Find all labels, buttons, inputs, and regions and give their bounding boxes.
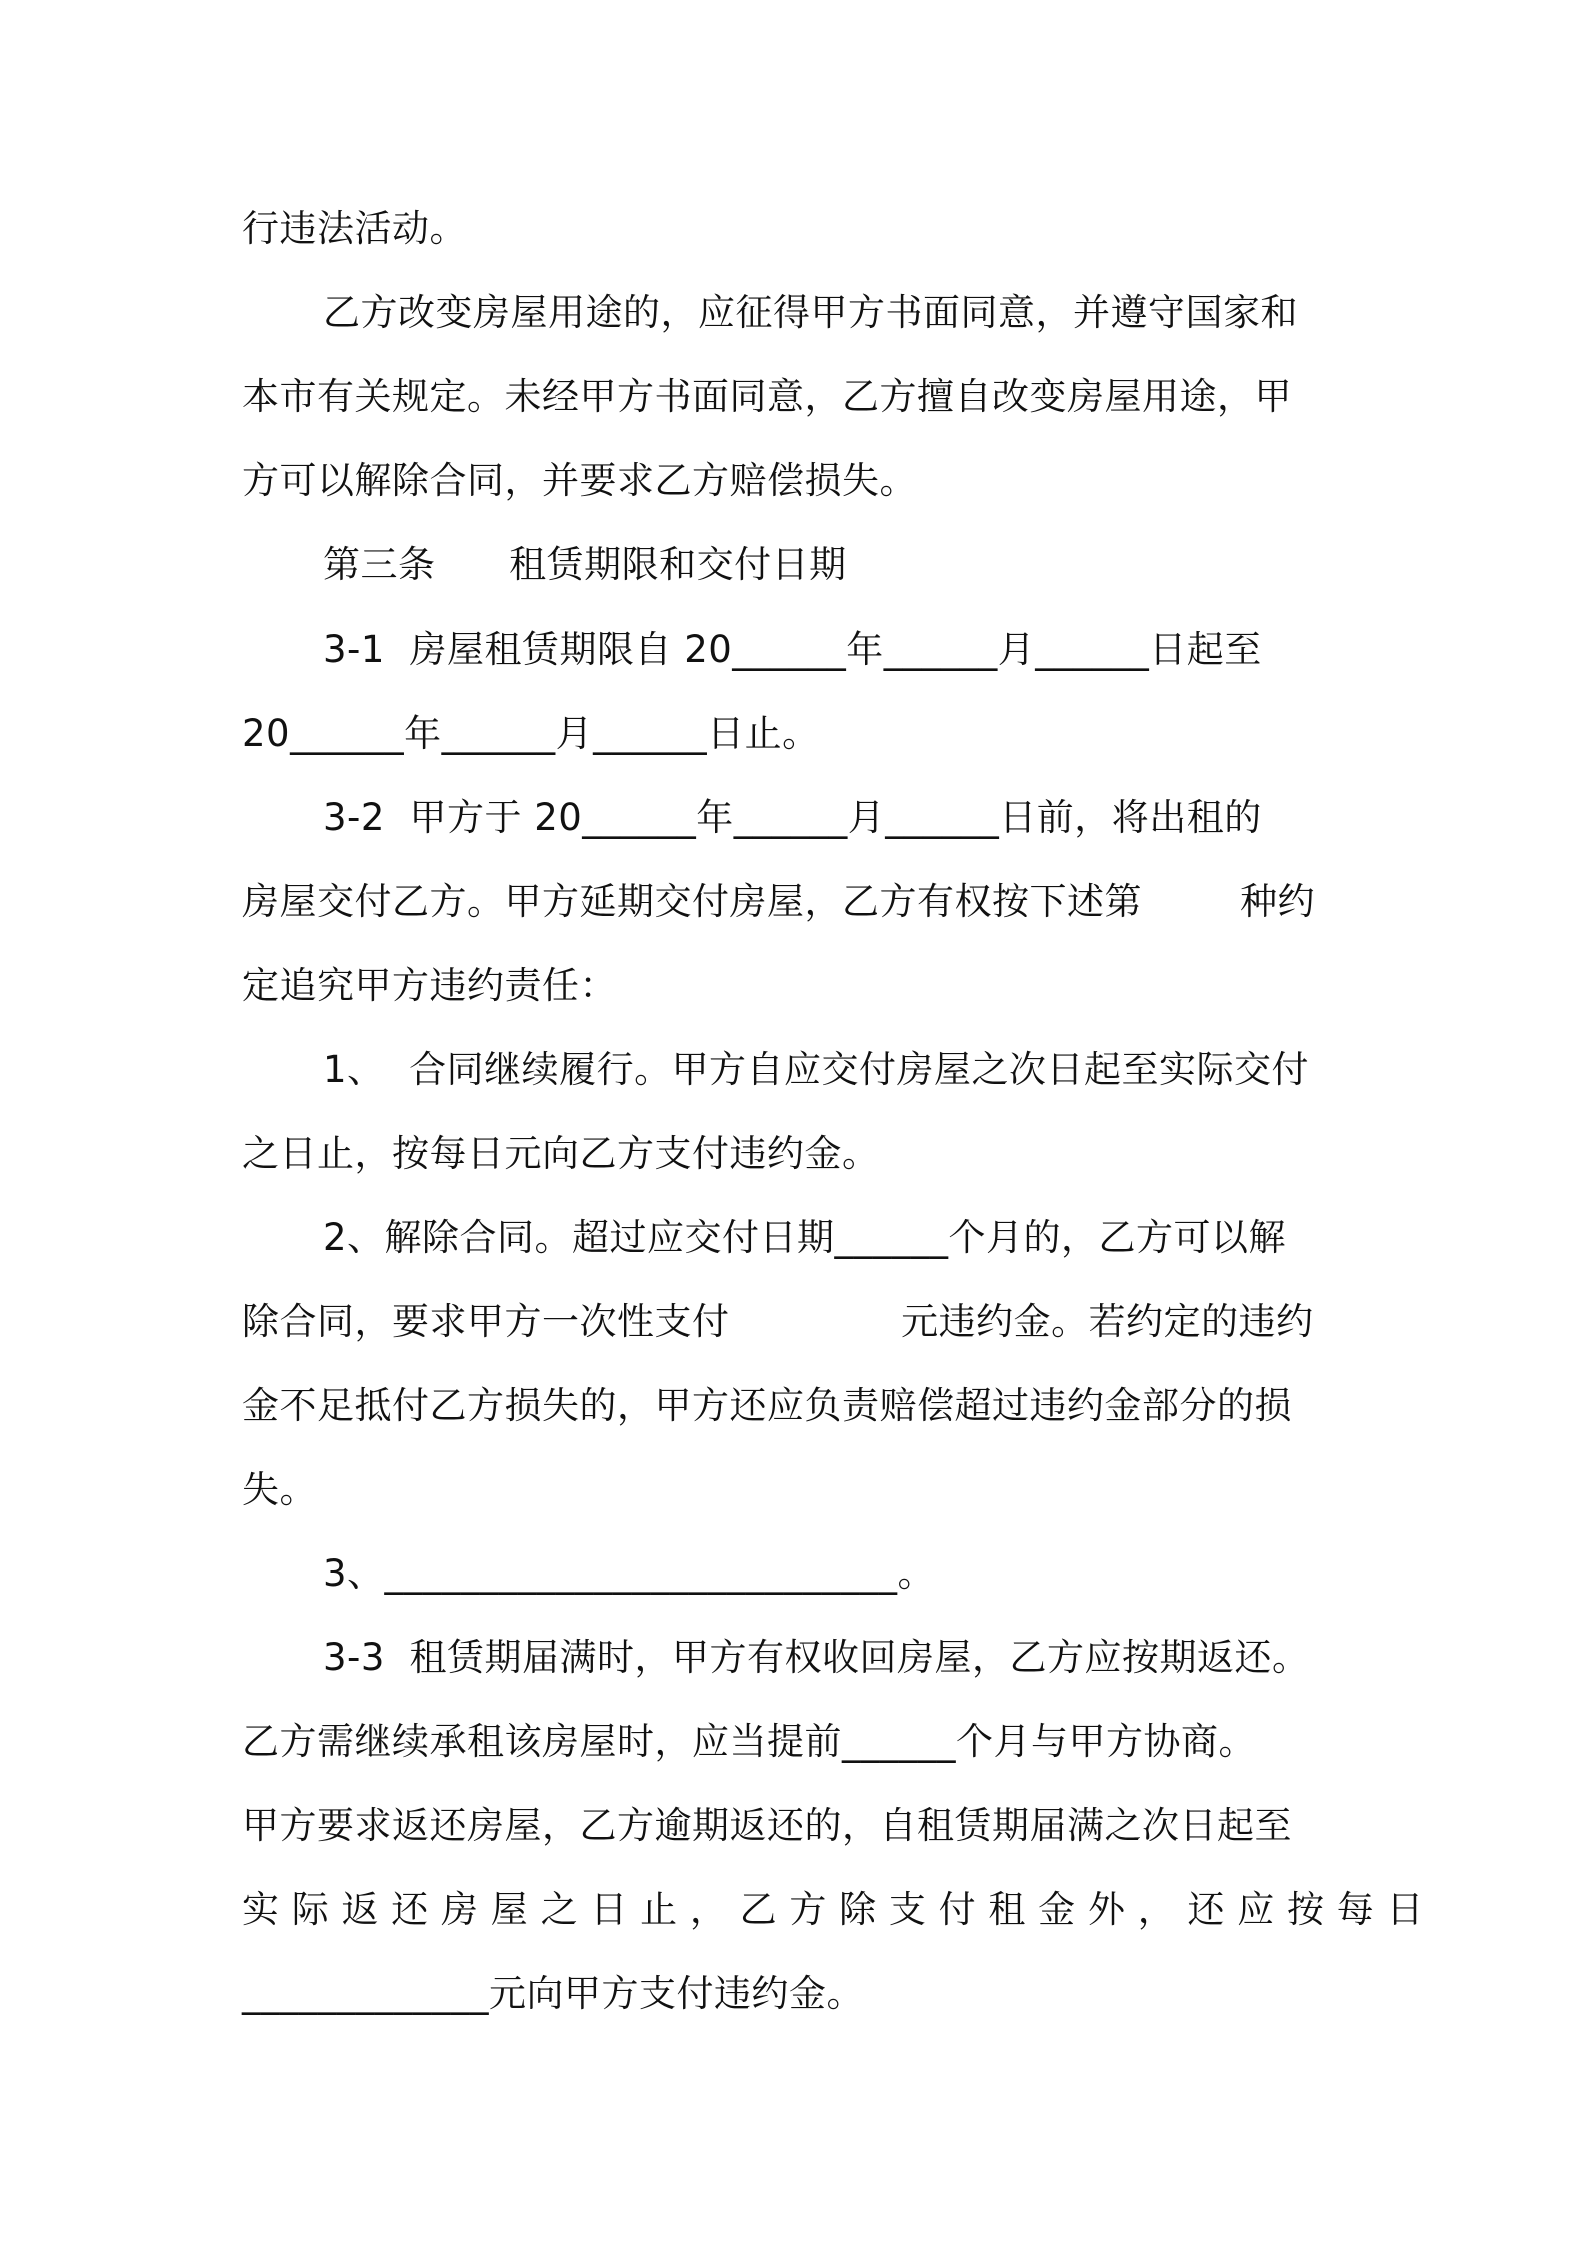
text-line: 失。 — [242, 1468, 317, 1511]
text-line: 定追究甲方违约责任： — [242, 964, 617, 1007]
text-line: _____________元向甲方支付违约金。 — [242, 1972, 864, 2015]
text-line: 1、 合同继续履行。甲方自应交付房屋之次日起至实际交付 — [323, 1048, 1310, 1091]
text-line: 房屋交付乙方。甲方延期交付房屋，乙方有权按下述第 种约 — [242, 880, 1316, 923]
text-line: 乙方需继续承租该房屋时，应当提前______个月与甲方协商。 — [242, 1720, 1256, 1763]
text-line: 之日止，按每日元向乙方支付违约金。 — [242, 1132, 880, 1175]
text-line: 3-1 房屋租赁期限自 20______年______月______日起至 — [323, 628, 1262, 671]
section-heading: 第三条 租赁期限和交付日期 — [323, 543, 847, 586]
text-line: 本市有关规定。未经甲方书面同意，乙方擅自改变房屋用途，甲 — [242, 375, 1292, 418]
text-line: 3-3 租赁期届满时，甲方有权收回房屋，乙方应按期返还。 — [323, 1636, 1310, 1679]
text-line: 行违法活动。 — [242, 207, 467, 250]
text-line: 20______年______月______日止。 — [242, 712, 820, 755]
text-line: 3、___________________________。 — [323, 1552, 936, 1595]
text-line: 方可以解除合同，并要求乙方赔偿损失。 — [242, 459, 917, 502]
text-line: 3-2 甲方于 20______年______月______日前，将出租的 — [323, 796, 1262, 839]
text-line: 实 际 返 还 房 屋 之 日 止 ， 乙 方 除 支 付 租 金 外 ， 还 应 按 每 日 — [242, 1888, 1425, 1931]
text-line: 除合同，要求甲方一次性支付 元违约金。若约定的违约 — [242, 1300, 1314, 1343]
text-line: 2、解除合同。超过应交付日期______个月的，乙方可以解 — [323, 1216, 1287, 1259]
text-line: 甲方要求返还房屋，乙方逾期返还的，自租赁期届满之次日起至 — [242, 1804, 1292, 1847]
text-line: 乙方改变房屋用途的，应征得甲方书面同意，并遵守国家和 — [323, 291, 1298, 334]
text-line: 金不足抵付乙方损失的，甲方还应负责赔偿超过违约金部分的损 — [242, 1384, 1292, 1427]
